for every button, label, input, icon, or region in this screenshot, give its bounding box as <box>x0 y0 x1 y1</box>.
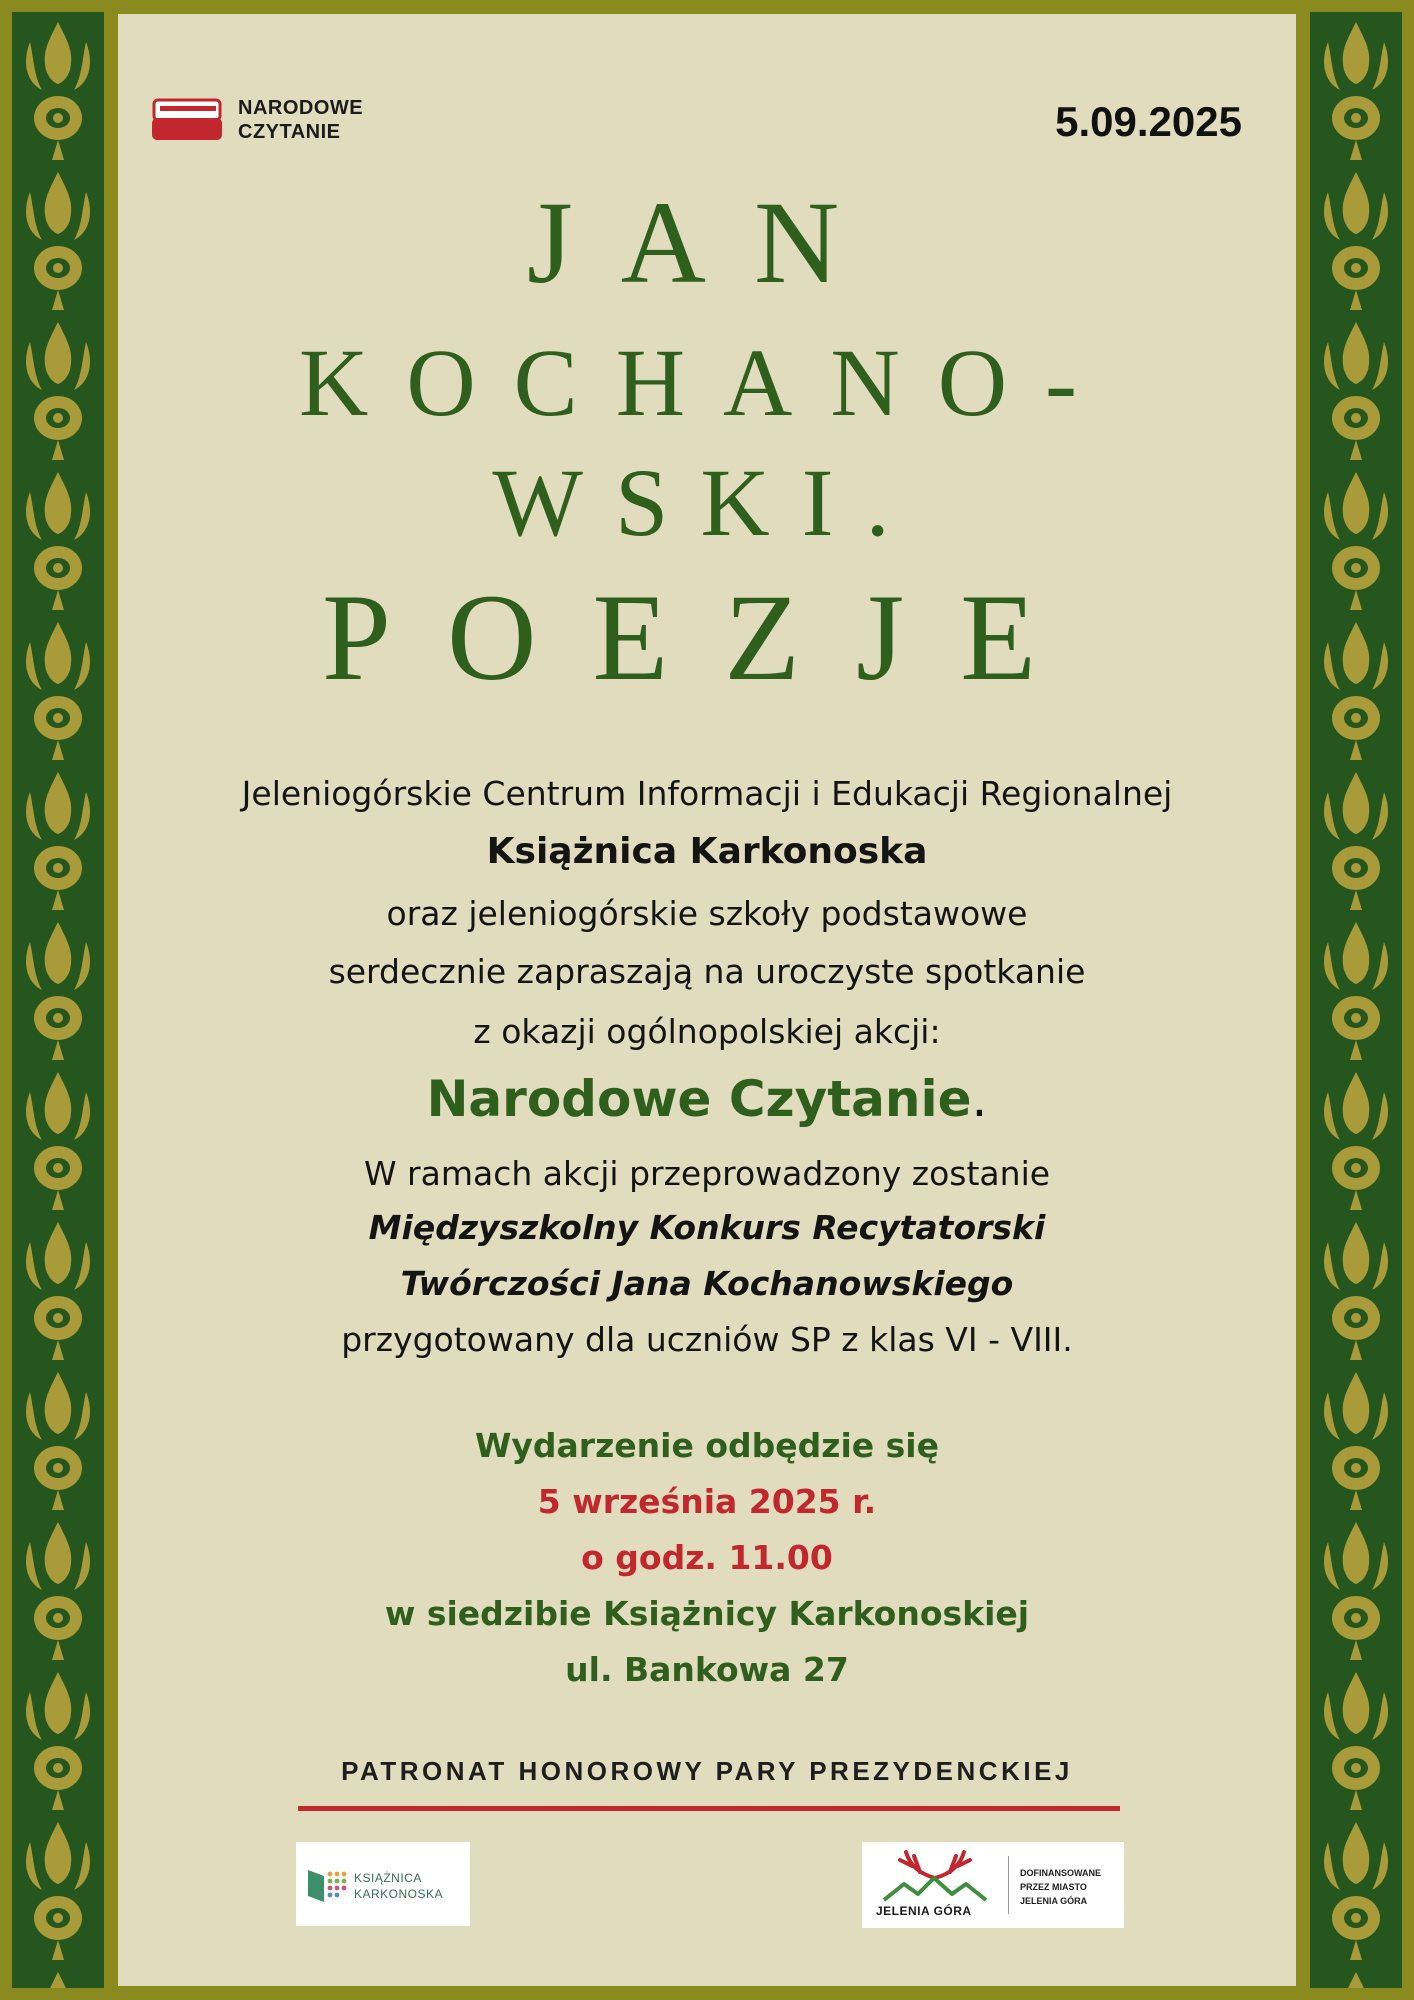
action-name <box>140 1064 1274 1134</box>
contest-intro: W ramach akcji przeprowadzony zostanie <box>363 1154 1051 1193</box>
action-name-dot: . <box>971 1070 988 1128</box>
left-ornament-band <box>12 12 104 1988</box>
book-icon <box>150 98 224 142</box>
patronage-text: PATRONAT HONOROWY PARY PREZYDENCKIEJ <box>341 1756 1073 1786</box>
event-date: 5.09.2025 <box>1055 98 1242 145</box>
ksiaznica-karkonoska-logo <box>296 1842 470 1926</box>
funding-line3: JELENIA GÓRA <box>1020 1896 1088 1906</box>
title-line-1: JAN <box>526 177 888 308</box>
book-dots-icon <box>306 1864 352 1904</box>
event-day: 5 września 2025 r. <box>537 1482 877 1521</box>
event-intro: Wydarzenie odbędzie się <box>475 1426 939 1465</box>
logo-text <box>238 96 363 144</box>
ksiaznica-logo-text <box>354 1870 443 1902</box>
funding-line1: DOFINANSOWANE <box>1020 1868 1101 1878</box>
occasion-line: z okazji ogólnopolskiej akcji: <box>473 1012 941 1051</box>
funding-text <box>1020 1866 1101 1908</box>
event-time: o godz. 11.00 <box>581 1538 833 1577</box>
funding-line2: PRZEZ MIASTO <box>1020 1882 1087 1892</box>
invitation-line: serdecznie zapraszają na uroczyste spotkanie <box>328 952 1086 991</box>
narodowe-czytanie-logo <box>150 96 363 144</box>
ksiaznica-logo-line1: KSIĄŻNICA <box>354 1871 422 1885</box>
floral-ornament-icon <box>12 12 104 1988</box>
audience-line: przygotowany dla uczniów SP z klas VI - VIII. <box>341 1320 1073 1359</box>
title-line-4: POEZJE <box>322 569 1092 706</box>
ksiaznica-logo-line2: KARKONOSKA <box>354 1887 444 1901</box>
library-name: Książnica Karkonoska <box>486 831 928 872</box>
logo-text-line2: CZYTANIE <box>238 121 341 143</box>
contest-name-2: Twórczości Jana Kochanowskiego <box>400 1264 1014 1303</box>
contest-name-1: Międzyszkolny Konkurs Recytatorski <box>368 1208 1046 1247</box>
action-name-text: Narodowe Czytanie <box>426 1070 972 1128</box>
schools-line: oraz jeleniogórskie szkoły podstawowe <box>386 894 1028 933</box>
patronage-divider <box>298 1806 1120 1811</box>
jelenia-gora-logo <box>862 1842 1124 1928</box>
antlers-mountains-icon <box>870 1848 1000 1904</box>
title-line-2: KOCHANO- <box>299 329 1115 436</box>
event-address: ul. Bankowa 27 <box>565 1650 849 1689</box>
event-place: w siedzibie Książnicy Karkonoskiej <box>384 1594 1030 1633</box>
right-ornament-band <box>1310 12 1402 1988</box>
title-line-3: WSKI. <box>492 449 922 556</box>
logo-separator <box>1008 1856 1009 1914</box>
organizer-line: Jeleniogórskie Centrum Informacji i Edukacji Regionalnej <box>241 774 1173 813</box>
jelenia-gora-name: JELENIA GÓRA <box>876 1904 972 1918</box>
logo-text-line1: NARODOWE <box>238 97 364 119</box>
floral-ornament-icon <box>1310 12 1402 1988</box>
